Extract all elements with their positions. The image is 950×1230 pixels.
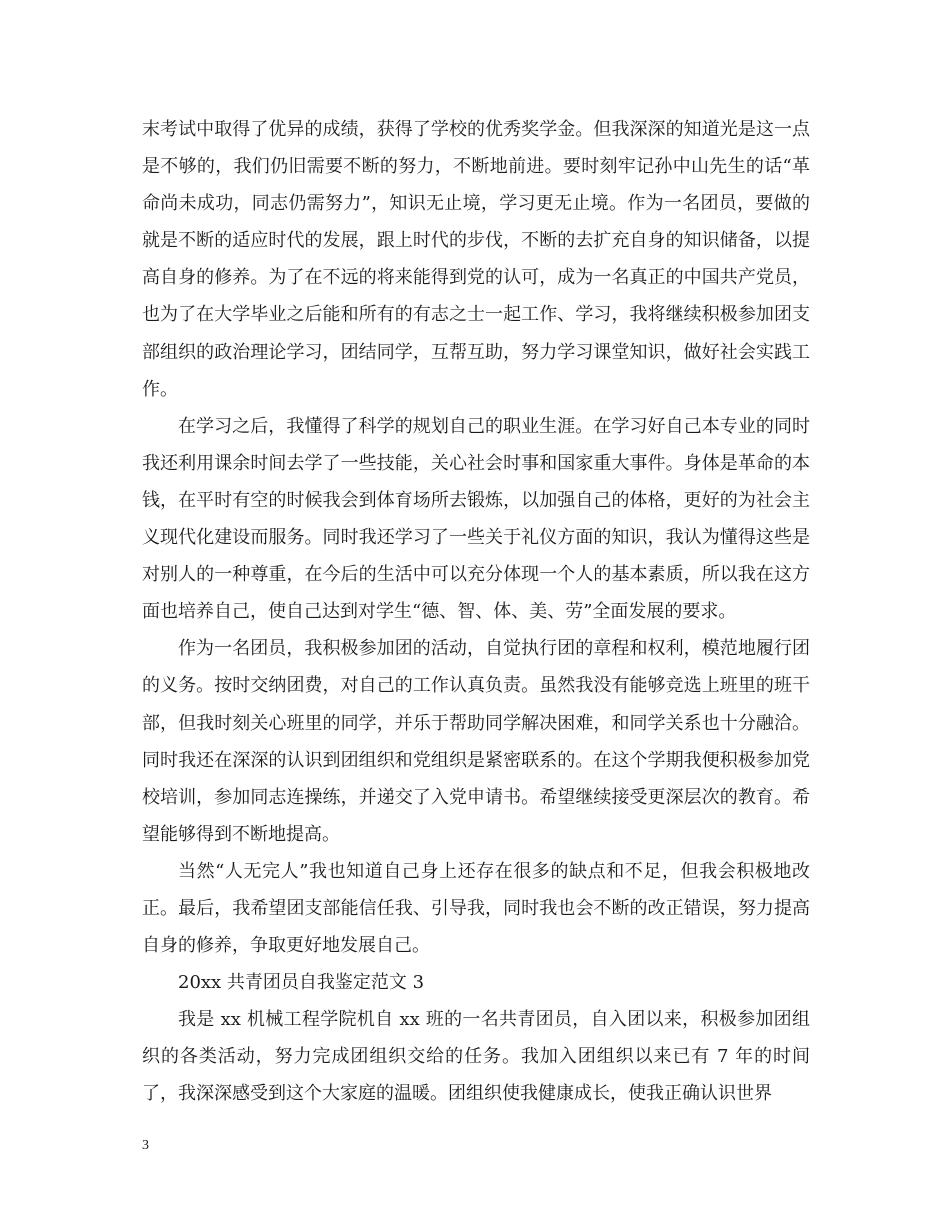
paragraph-league-activities: 作为一名团员，我积极参加团的活动，自觉执行团的章程和权利，模范地履行团的义务。按时交纳团费，对自己的工作认真负责。虽然我没有能够竞选上班里的班干部，但我时刻关心班里的同学，并乐于帮助同学解决困难，和同学关系也十分融洽。同时我还在深深的认识到团组织和党组织是紧密联系的。在这个学期我便积极参加党校培训，参加同志连操练，并递交了入党申请书。希望继续接受更深层次的教育。希望能够得到不断地提高。 — [142, 638, 810, 845]
paragraph-continuation: 末考试中取得了优异的成绩，获得了学校的优秀奖学金。但我深深的知道光是这一点是不够的，我们仍旧需要不断的努力，不断地前进。要时刻牢记孙中山先生的话“革命尚未成功，同志仍需努力”，知识无止境，学习更无止境。作为一名团员，要做的就是不断的适应时代的发展，跟上时代的步伐，不断的去扩充自身的知识储备，以提高自身的修养。为了在不远的将来能得到党的认可，成为一名真正的中国共产党员，也为了在大学毕业之后能和所有的有志之士一起工作、学习，我将继续积极参加团支部组织的政治理论学习，团结同学，互帮互助，努力学习课堂知识，做好社会实践工作。 — [142, 119, 810, 400]
paragraph-conclusion: 当然“人无完人”我也知道自己身上还存在很多的缺点和不足，但我会积极地改正。最后，我希望团支部能信任我、引导我，同时我也会不断的改正错误，努力提高自身的修养，争取更好地发展自己。 — [142, 860, 810, 957]
document-body — [142, 111, 810, 1113]
page-number: 3 — [142, 1138, 149, 1153]
paragraph-career-planning: 在学习之后，我懂得了科学的规划自己的职业生涯。在学习好自己本专业的同时我还利用课余时间去学了一些技能，关心社会时事和国家重大事件。身体是革命的本钱，在平时有空的时候我会到体育场所去锻炼，以加强自己的体格，更好的为社会主义现代化建设而服务。同时我还学习了一些关于礼仪方面的知识，我认为懂得这些是对别人的一种尊重，在今后的生活中可以充分体现一个人的基本素质，所以我在这方面也培养自己，使自己达到对学生“德、智、体、美、劳”全面发展的要求。 — [142, 415, 810, 623]
section-heading: 20xx 共青团员自我鉴定范文 3 — [178, 972, 425, 994]
paragraph-new-section: 我是 xx 机械工程学院机自 xx 班的一名共青团员，自入团以来，积极参加团组织的各类活动，努力完成团组织交给的任务。我加入团组织以来已有 7 年的时间了，我深深感受到这个大家庭的温暖。团组织使我健康成长，使我正确认识世界 — [142, 1009, 810, 1105]
